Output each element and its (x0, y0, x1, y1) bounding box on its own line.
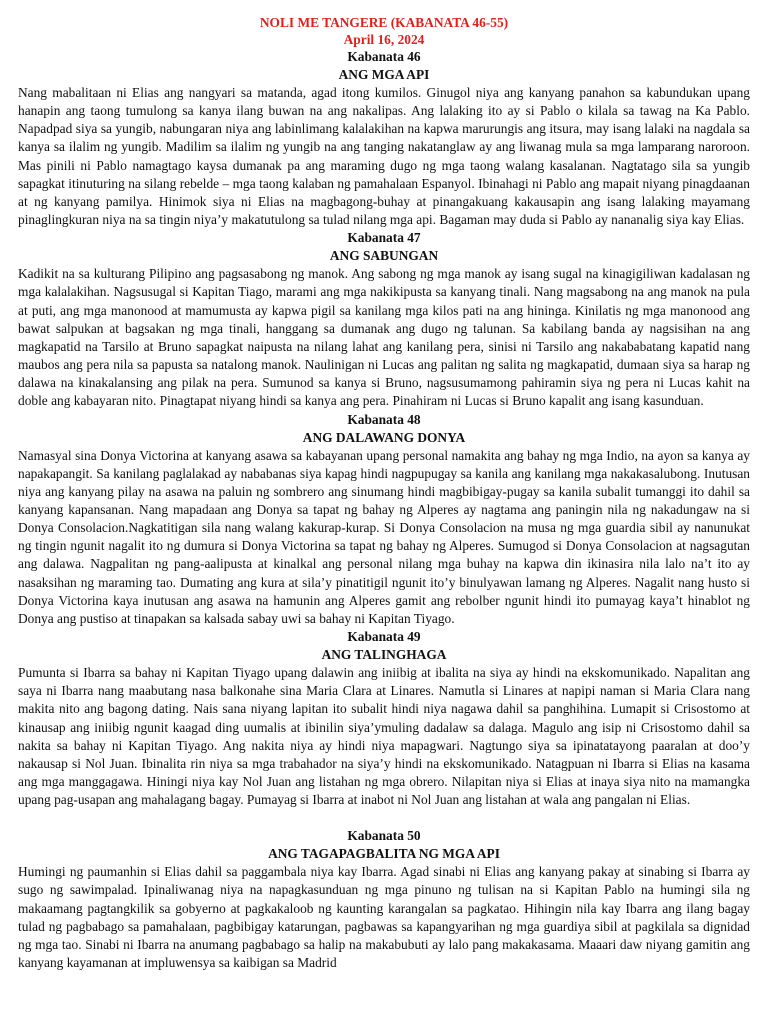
chapter-title: ANG TALINGHAGA (321, 647, 447, 663)
chapter-48 (18, 411, 750, 629)
chapter-number: Kabanata 47 (347, 230, 421, 246)
chapter-title: ANG TAGAPAGBALITA NG MGA API (268, 846, 500, 862)
chapter-49 (18, 628, 750, 809)
paragraph-gap (18, 809, 750, 827)
chapter-title: ANG DALAWANG DONYA (302, 429, 466, 445)
chapter-number: Kabanata 49 (347, 629, 421, 645)
chapter-title: ANG MGA API (338, 67, 430, 82)
chapter-number: Kabanata 50 (347, 828, 421, 844)
chapter-body: Humingi ng paumanhin si Elias dahil sa paggambala niya kay Ibarra. Agad sinabi ni Elias ang kanyang pakay at sinabing si Ibarra ay sugo ng sawimpalad. Ipinaliwanag niya na napagkasunduan ng mga pinuno ng tulisan na si Kapitan Pablo na humingi sila ng makaamang pagtangkilik sa gobyerno at pagkakaloob ng kaunting karangalan sa pagkatao. Hihingin nila kay Ibarra ang ilang bagay tulad ng pagbabago sa pamahalaan, pagbibigay katarungan, pagbawas sa kapangyarihan ng mga guardiya sibil at pagkilala sa dignidad ng mga tao. Sinabi ni Ibarra na anumang pagbabago sa halip na makabubuti ay lalo pang makakasama. Maaari daw niyang gamitin ang kanyang kayamanan at impluwensya sa kaibigan sa Madrid (18, 864, 750, 971)
chapter-47 (18, 229, 750, 410)
chapter-body: Pumunta si Ibarra sa bahay ni Kapitan Tiyago upang dalawin ang iniibig at ibalita na siya ay hindi na ekskomunikado. Napalitan ang saya ni Ibarra nang maabutang nasa balkonahe sina Maria Clara at Linares. Namutla si Linares at napipi naman si Maria Clara nang makita nito ang bagong dating. Nais sana niyang lapitan ito subalit hindi niya nagawa dahil sa panghihina. Lumapit si Crisostomo at kinausap ang iniibig ngunit kaagad ding uumalis at ibinilin siya’ymuling dadalaw sa dalaga. Magulo ang isip ni Crisostomo dahil sa nakita sa bahay ni Kapitan Tiyago. Ang nakita niya ay hindi niya mapagwari. Nagtungo siya sa ipinatatayong paaralan at doo’y nakausap si Nol Juan. Ibinalita rin niya sa mga trabahador na siya’y hindi na ekskomunikado. Natagpuan ni Ibarra si Elias na kasama ang mga manggagawa. Hiningi niya kay Nol Juan ang listahan ng mga obrero. Nilapitan niya si Elias at inaya siya nito na mamangka upang pag-usapan ang mahalagang bagay. Pumayag si Ibarra at inabot ni Nol Juan ang listahan at wala ang pangalan ni Elias. (18, 665, 750, 808)
chapter-title: ANG SABUNGAN (329, 248, 439, 264)
chapter-number: Kabanata 46 (347, 49, 421, 64)
document-title: NOLI ME TANGERE (KABANATA 46-55) (259, 15, 509, 30)
chapter-body: Kadikit na sa kulturang Pilipino ang pagsasabong ng manok. Ang sabong ng mga manok ay isang sugal na kinagigiliwan kadalasan ng mga kalalakihan. Nagsusugal si Kapitan Tiago, marami ang mga nakikipusta sa kanyang tinali. Nang magsabong na ang manok na pula at puti, ang mga manonood at mamumusta ay kapwa pigil sa kanilang mga kilos pati na ang hininga. Kinilatis ng mga manonood ang bawat salpukan at bagsakan ng mga tinali, hanggang sa dumanak ang dugo ng talunan. Sa kabilang banda ay nagsisihan na ang magkapatid na Tarsilo at Bruno sapagkat naipusta na nilang lahat ang kanilang pera, sinisi ni Tarsilo ang nakababatang kapatid nang maubos ang pera nila sa papusta sa natalong manok. Naulinigan ni Lucas ang palitan ng salita ng magkapatid, dumaan siya sa harap ng dalawa na kinakalansing ang pilak na pera. Sumunod sa kanya si Bruno, nagsusumamong pahiramin siya ng pera ni Lucas kahit na doble ang kabayaran nito. Pinagtapat niyang hindi sa kanya ang pera. Pinahiram ni Lucas si Bruno kapalit ang isang kasunduan. (18, 266, 750, 409)
document-date: April 16, 2024 (343, 32, 425, 47)
chapter-46 (18, 48, 750, 229)
chapter-50 (18, 827, 750, 972)
chapter-number: Kabanata 48 (347, 411, 421, 427)
chapter-body: Namasyal sina Donya Victorina at kanyang asawa sa kabayanan upang personal namakita ang bahay ng mga Indio, na ayon sa kanya ay napakapangit. Sa kanilang paglalakad ay nababanas siya kapag hindi nagpupugay sa kanila ang kanilang mga nakakasalubong. Inutusan niya ang kanyang pilay na asawa na paluin ng sombrero ang sinumang hindi magbibigay-pugay sa kanila subalit tumanggi ito dahil sa kanyang kapansanan. Nang mapadaan ang Donya sa tapat ng bahay ng Alperes ay nagtama ang paningin nila ng nakadungaw na si Donya Consolacion.Nagkatitigan sila nang walang kakurap-kurap. Si Donya Consolacion na musa ng mga guardia sibil ay nanunukat ng tingin ngunit nagalit ito ng dumura si Donya Victorina sa tapat ng bahay ng Alperes. Sumugod si Donya Consolacion at nagsagutan ang dalawa. Nagpalitan ng pang-aalipusta at kinalkal ang personal nilang mga buhay na kapwa din ikinasira nila lalo na’t ito ay nasaksihan ng maraming tao. Dumating ang kura at sila’y pinatitigil ngunit ito’y binulyawan lamang ng Alperes. Nagalit nang husto si Donya Victorina kaya inutusan ang asawa na hamunin ang Alperes gamit ang rebolber ngunit hindi ito pumayag kaya’t hinablot ng Donya ang pustiso at tinapakan sa kalsada sabay uwi sa bahay ni Kapitan Tiyago. (18, 447, 750, 626)
chapter-body: Nang mabalitaan ni Elias ang nangyari sa matanda, agad itong kumilos. Ginugol niya ang kanyang panahon sa kabundukan upang hanapin ang taong tumulong sa kanya ilang buwan na ang nakalipas. Ang lalaking ito ay si Pablo o kilala sa tawag na Ka Pablo. Napadpad siya sa yungib, nabungaran niya ang labinlimang kalalakihan na kapwa marurungis ang itsura, may isang lalaki na nagdala sa kanya sa ilalim ng yungib. Madilim sa ilalim ng yungib na ang tanging nakatanglaw ay ang liwanag mula sa mga lamparang naroroon. Mas pinili ni Pablo namagtago kaysa dumanak pa ang maraming dugo ng mga taong walang kasalanan. Nagtatago sila sa yungib sapagkat itinuturing na silang rebelde – mga taong kalaban ng pamahalaan Espanyol. Ibinahagi ni Pablo ang mapait niyang pinagdaanan at ng kanyang pamilya. Hinimok siya ni Elias na magbagong-buhay at pinangakuang kakausapin ang isang lalaking mayamang pinaglingkuran niya na sa tingin niya’y makatutulong sa tulad nilang mga api. Bagaman may duda si Pablo ay nananalig siya kay Elias. (18, 85, 750, 228)
